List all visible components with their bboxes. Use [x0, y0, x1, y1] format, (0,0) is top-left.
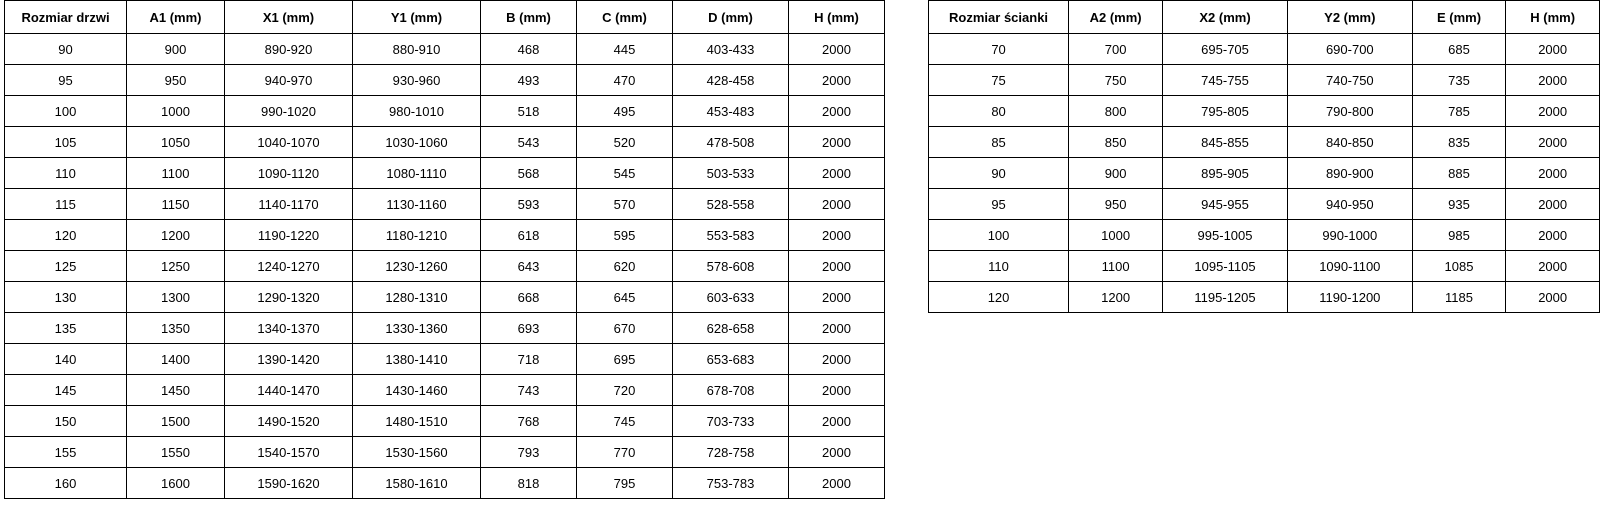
- table-cell: 1200: [1069, 282, 1163, 313]
- table-cell: 445: [577, 34, 673, 65]
- table-row: [5, 34, 885, 65]
- table-cell: 90: [5, 34, 127, 65]
- table-cell: 80: [929, 96, 1069, 127]
- table-cell: 1430-1460: [353, 375, 481, 406]
- table-row: [5, 437, 885, 468]
- table-cell: 90: [929, 158, 1069, 189]
- table-row: [5, 127, 885, 158]
- table-row: [5, 282, 885, 313]
- table-cell: 1300: [127, 282, 225, 313]
- walls-column-header: A2 (mm): [1069, 1, 1163, 34]
- table-cell: 545: [577, 158, 673, 189]
- walls-dimensions-table-container: [928, 0, 1600, 313]
- table-cell: 1250: [127, 251, 225, 282]
- doors-dimensions-table: [4, 0, 885, 499]
- table-row: [5, 158, 885, 189]
- table-cell: 105: [5, 127, 127, 158]
- table-cell: 568: [481, 158, 577, 189]
- doors-column-header: A1 (mm): [127, 1, 225, 34]
- walls-dimensions-table: [928, 0, 1600, 313]
- table-row: [929, 96, 1600, 127]
- table-row: [929, 282, 1600, 313]
- table-cell: 140: [5, 344, 127, 375]
- table-header-row: [929, 1, 1600, 34]
- table-cell: 950: [127, 65, 225, 96]
- table-cell: 2000: [789, 220, 885, 251]
- table-cell: 1440-1470: [225, 375, 353, 406]
- table-cell: 2000: [789, 282, 885, 313]
- table-cell: 2000: [789, 65, 885, 96]
- table-cell: 593: [481, 189, 577, 220]
- table-cell: 618: [481, 220, 577, 251]
- table-cell: 160: [5, 468, 127, 499]
- table-row: [5, 468, 885, 499]
- table-cell: 795-805: [1163, 96, 1288, 127]
- table-cell: 745-755: [1163, 65, 1288, 96]
- table-cell: 1330-1360: [353, 313, 481, 344]
- table-cell: 840-850: [1287, 127, 1412, 158]
- table-cell: 1490-1520: [225, 406, 353, 437]
- table-cell: 653-683: [673, 344, 789, 375]
- table-cell: 2000: [789, 406, 885, 437]
- table-cell: 1500: [127, 406, 225, 437]
- table-cell: 1000: [1069, 220, 1163, 251]
- table-cell: 155: [5, 437, 127, 468]
- table-cell: 940-970: [225, 65, 353, 96]
- walls-column-header: H (mm): [1506, 1, 1600, 34]
- table-cell: 95: [5, 65, 127, 96]
- table-cell: 695: [577, 344, 673, 375]
- table-cell: 2000: [789, 375, 885, 406]
- table-cell: 753-783: [673, 468, 789, 499]
- table-cell: 2000: [789, 158, 885, 189]
- doors-column-header: X1 (mm): [225, 1, 353, 34]
- table-cell: 100: [5, 96, 127, 127]
- table-cell: 2000: [1506, 127, 1600, 158]
- table-cell: 690-700: [1287, 34, 1412, 65]
- table-cell: 1190-1220: [225, 220, 353, 251]
- walls-column-header: Rozmiar ścianki: [929, 1, 1069, 34]
- table-cell: 528-558: [673, 189, 789, 220]
- table-cell: 2000: [1506, 251, 1600, 282]
- table-cell: 935: [1412, 189, 1506, 220]
- table-cell: 110: [5, 158, 127, 189]
- table-cell: 1185: [1412, 282, 1506, 313]
- table-cell: 930-960: [353, 65, 481, 96]
- table-row: [5, 65, 885, 96]
- table-row: [5, 251, 885, 282]
- table-cell: 520: [577, 127, 673, 158]
- table-cell: 85: [929, 127, 1069, 158]
- table-cell: 950: [1069, 189, 1163, 220]
- table-cell: 470: [577, 65, 673, 96]
- table-cell: 620: [577, 251, 673, 282]
- table-cell: 100: [929, 220, 1069, 251]
- table-cell: 990-1020: [225, 96, 353, 127]
- table-cell: 1230-1260: [353, 251, 481, 282]
- table-cell: 1590-1620: [225, 468, 353, 499]
- table-cell: 900: [1069, 158, 1163, 189]
- table-row: [5, 344, 885, 375]
- table-cell: 2000: [1506, 96, 1600, 127]
- table-cell: 678-708: [673, 375, 789, 406]
- table-cell: 1350: [127, 313, 225, 344]
- table-cell: 553-583: [673, 220, 789, 251]
- table-cell: 95: [929, 189, 1069, 220]
- table-cell: 1400: [127, 344, 225, 375]
- table-cell: 718: [481, 344, 577, 375]
- table-cell: 603-633: [673, 282, 789, 313]
- table-cell: 835: [1412, 127, 1506, 158]
- table-cell: 1450: [127, 375, 225, 406]
- table-cell: 1540-1570: [225, 437, 353, 468]
- table-cell: 1090-1100: [1287, 251, 1412, 282]
- doors-column-header: Rozmiar drzwi: [5, 1, 127, 34]
- table-row: [929, 65, 1600, 96]
- table-cell: 1290-1320: [225, 282, 353, 313]
- table-row: [5, 313, 885, 344]
- table-row: [929, 251, 1600, 282]
- table-cell: 2000: [789, 251, 885, 282]
- table-row: [929, 189, 1600, 220]
- table-cell: 980-1010: [353, 96, 481, 127]
- table-cell: 403-433: [673, 34, 789, 65]
- table-row: [5, 375, 885, 406]
- table-cell: 895-905: [1163, 158, 1288, 189]
- table-cell: 1340-1370: [225, 313, 353, 344]
- table-row: [5, 220, 885, 251]
- table-cell: 818: [481, 468, 577, 499]
- table-cell: 75: [929, 65, 1069, 96]
- table-cell: 2000: [1506, 282, 1600, 313]
- doors-column-header: C (mm): [577, 1, 673, 34]
- table-cell: 1030-1060: [353, 127, 481, 158]
- table-cell: 670: [577, 313, 673, 344]
- table-cell: 453-483: [673, 96, 789, 127]
- table-cell: 750: [1069, 65, 1163, 96]
- table-cell: 1380-1410: [353, 344, 481, 375]
- table-cell: 795: [577, 468, 673, 499]
- table-cell: 945-955: [1163, 189, 1288, 220]
- table-cell: 745: [577, 406, 673, 437]
- table-cell: 150: [5, 406, 127, 437]
- table-cell: 995-1005: [1163, 220, 1288, 251]
- table-cell: 990-1000: [1287, 220, 1412, 251]
- walls-column-header: E (mm): [1412, 1, 1506, 34]
- table-cell: 1140-1170: [225, 189, 353, 220]
- table-cell: 693: [481, 313, 577, 344]
- table-cell: 768: [481, 406, 577, 437]
- table-cell: 120: [5, 220, 127, 251]
- table-cell: 703-733: [673, 406, 789, 437]
- table-row: [5, 96, 885, 127]
- table-cell: 890-920: [225, 34, 353, 65]
- table-cell: 1530-1560: [353, 437, 481, 468]
- table-cell: 668: [481, 282, 577, 313]
- table-cell: 628-658: [673, 313, 789, 344]
- table-cell: 518: [481, 96, 577, 127]
- walls-table-head: [929, 1, 1600, 34]
- table-row: [929, 34, 1600, 65]
- table-cell: 793: [481, 437, 577, 468]
- table-cell: 940-950: [1287, 189, 1412, 220]
- table-cell: 503-533: [673, 158, 789, 189]
- table-row: [929, 220, 1600, 251]
- table-row: [5, 189, 885, 220]
- table-cell: 2000: [789, 34, 885, 65]
- table-cell: 1130-1160: [353, 189, 481, 220]
- table-cell: 2000: [1506, 65, 1600, 96]
- table-cell: 1000: [127, 96, 225, 127]
- table-cell: 1180-1210: [353, 220, 481, 251]
- table-cell: 743: [481, 375, 577, 406]
- table-cell: 1390-1420: [225, 344, 353, 375]
- table-cell: 785: [1412, 96, 1506, 127]
- doors-dimensions-table-container: [4, 0, 885, 499]
- table-cell: 790-800: [1287, 96, 1412, 127]
- table-cell: 428-458: [673, 65, 789, 96]
- table-cell: 1040-1070: [225, 127, 353, 158]
- table-cell: 1150: [127, 189, 225, 220]
- doors-column-header: H (mm): [789, 1, 885, 34]
- table-cell: 735: [1412, 65, 1506, 96]
- table-cell: 1580-1610: [353, 468, 481, 499]
- table-cell: 1240-1270: [225, 251, 353, 282]
- table-row: [929, 127, 1600, 158]
- table-cell: 1080-1110: [353, 158, 481, 189]
- table-cell: 570: [577, 189, 673, 220]
- table-cell: 845-855: [1163, 127, 1288, 158]
- walls-column-header: Y2 (mm): [1287, 1, 1412, 34]
- table-cell: 890-900: [1287, 158, 1412, 189]
- table-cell: 1100: [1069, 251, 1163, 282]
- table-cell: 645: [577, 282, 673, 313]
- table-cell: 1550: [127, 437, 225, 468]
- table-cell: 595: [577, 220, 673, 251]
- table-row: [929, 158, 1600, 189]
- table-cell: 135: [5, 313, 127, 344]
- table-cell: 728-758: [673, 437, 789, 468]
- table-cell: 543: [481, 127, 577, 158]
- table-cell: 120: [929, 282, 1069, 313]
- table-cell: 1050: [127, 127, 225, 158]
- doors-column-header: D (mm): [673, 1, 789, 34]
- table-cell: 1190-1200: [1287, 282, 1412, 313]
- table-cell: 1090-1120: [225, 158, 353, 189]
- walls-table-body: [929, 34, 1600, 313]
- table-cell: 2000: [789, 313, 885, 344]
- table-cell: 130: [5, 282, 127, 313]
- table-cell: 720: [577, 375, 673, 406]
- table-cell: 1600: [127, 468, 225, 499]
- table-cell: 145: [5, 375, 127, 406]
- table-cell: 1095-1105: [1163, 251, 1288, 282]
- table-cell: 1195-1205: [1163, 282, 1288, 313]
- table-cell: 643: [481, 251, 577, 282]
- table-cell: 985: [1412, 220, 1506, 251]
- table-header-row: [5, 1, 885, 34]
- table-cell: 1085: [1412, 251, 1506, 282]
- table-cell: 2000: [789, 468, 885, 499]
- table-cell: 2000: [1506, 158, 1600, 189]
- table-cell: 478-508: [673, 127, 789, 158]
- table-cell: 2000: [789, 96, 885, 127]
- table-cell: 880-910: [353, 34, 481, 65]
- doors-table-head: [5, 1, 885, 34]
- table-cell: 695-705: [1163, 34, 1288, 65]
- table-cell: 578-608: [673, 251, 789, 282]
- table-cell: 70: [929, 34, 1069, 65]
- table-cell: 770: [577, 437, 673, 468]
- doors-table-body: [5, 34, 885, 499]
- table-cell: 493: [481, 65, 577, 96]
- table-cell: 2000: [1506, 189, 1600, 220]
- walls-column-header: X2 (mm): [1163, 1, 1288, 34]
- table-cell: 468: [481, 34, 577, 65]
- table-cell: 115: [5, 189, 127, 220]
- table-row: [5, 406, 885, 437]
- table-cell: 850: [1069, 127, 1163, 158]
- table-cell: 700: [1069, 34, 1163, 65]
- doors-column-header: B (mm): [481, 1, 577, 34]
- table-cell: 125: [5, 251, 127, 282]
- table-cell: 2000: [789, 127, 885, 158]
- table-cell: 1200: [127, 220, 225, 251]
- table-cell: 1100: [127, 158, 225, 189]
- table-cell: 800: [1069, 96, 1163, 127]
- table-cell: 110: [929, 251, 1069, 282]
- table-cell: 2000: [789, 437, 885, 468]
- table-cell: 740-750: [1287, 65, 1412, 96]
- table-cell: 1480-1510: [353, 406, 481, 437]
- table-cell: 1280-1310: [353, 282, 481, 313]
- table-cell: 2000: [1506, 34, 1600, 65]
- table-cell: 2000: [789, 344, 885, 375]
- doors-column-header: Y1 (mm): [353, 1, 481, 34]
- table-cell: 685: [1412, 34, 1506, 65]
- table-cell: 2000: [1506, 220, 1600, 251]
- table-cell: 885: [1412, 158, 1506, 189]
- table-cell: 495: [577, 96, 673, 127]
- table-cell: 2000: [789, 189, 885, 220]
- table-cell: 900: [127, 34, 225, 65]
